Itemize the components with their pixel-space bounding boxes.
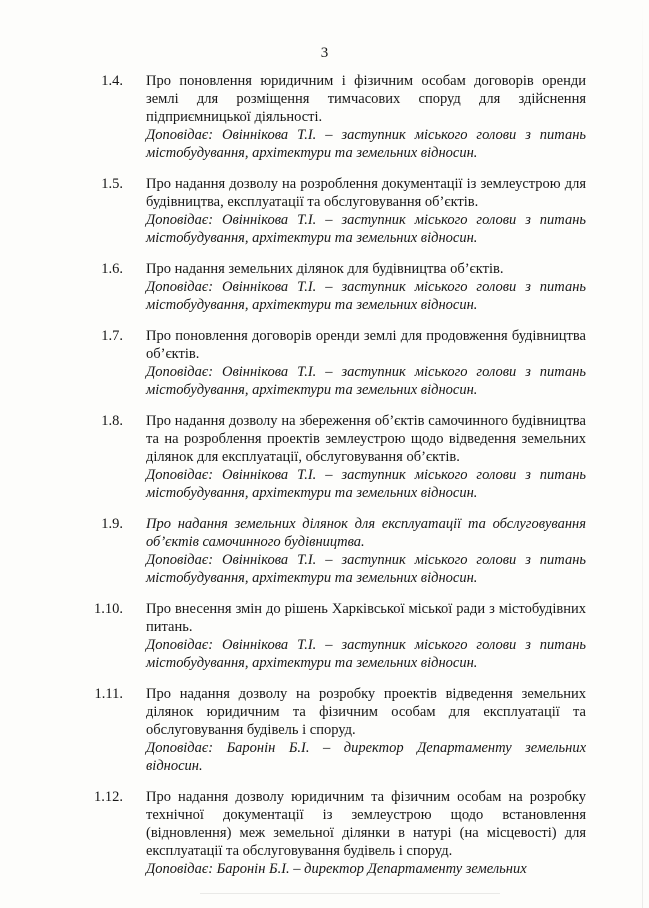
item-title: Про надання дозволу юридичним та фізичним особам на розробку технічної документації із землеустрою щодо встановлення (відновлення) меж земельної ділянки в натурі (на місцевості) для експлуатації та обслуговування будівель і споруд.	[146, 789, 586, 859]
reporter-text: Баронін Б.І. – директор Департаменту земельних відносин.	[146, 740, 587, 774]
item-number: 1.12.	[94, 789, 123, 805]
reporter-text: Овіннікова Т.І. – заступник міського голови з питань містобудування, архітектури та земельних відносин.	[146, 279, 587, 313]
page-number: 3	[320, 45, 329, 61]
item-reporter	[146, 126, 586, 162]
scan-edge-shadow	[642, 0, 643, 908]
scan-bottom-mark	[200, 893, 500, 894]
item-reporter	[146, 860, 586, 878]
item-number: 1.10.	[94, 601, 123, 617]
agenda-item	[0, 412, 586, 502]
item-number: 1.5.	[101, 176, 123, 192]
item-reporter	[146, 363, 586, 399]
item-title: Про надання дозволу на розроблення документації із землеустрою для будівництва, експлуатації та обслуговування об’єктів.	[146, 176, 586, 210]
reporter-text: Овіннікова Т.І. – заступник міського голови з питань містобудування, архітектури та земельних відносин.	[146, 212, 587, 246]
agenda-item	[0, 72, 586, 162]
reporter-text: Овіннікова Т.І. – заступник міського голови з питань містобудування, архітектури та земельних відносин.	[146, 637, 587, 671]
item-reporter	[146, 739, 586, 775]
reporter-label: Доповідає:	[146, 467, 214, 483]
reporter-label: Доповідає:	[146, 127, 214, 143]
item-reporter	[146, 211, 586, 247]
agenda-item	[0, 685, 586, 775]
agenda-item	[0, 600, 586, 672]
item-number: 1.11.	[94, 686, 123, 702]
item-title: Про поновлення юридичним і фізичним особам договорів оренди землі для розміщення тимчасових споруд для здійснення підприємницької діяльності.	[146, 73, 586, 125]
item-title: Про поновлення договорів оренди землі для продовження будівництва об’єктів.	[146, 328, 586, 362]
item-number: 1.4.	[101, 73, 123, 89]
reporter-text: Овіннікова Т.І. – заступник міського голови з питань містобудування, архітектури та земельних відносин.	[146, 364, 587, 398]
item-number: 1.8.	[101, 413, 123, 429]
item-reporter	[146, 551, 586, 587]
agenda-item	[0, 175, 586, 247]
item-reporter	[146, 466, 586, 502]
item-title: Про надання земельних ділянок для експлуатації та обслуговування об’єктів самочинного будівництва.	[146, 516, 586, 550]
reporter-text: Овіннікова Т.І. – заступник міського голови з питань містобудування, архітектури та земельних відносин.	[146, 467, 587, 501]
reporter-label: Доповідає:	[146, 637, 214, 653]
item-number: 1.9.	[101, 516, 123, 532]
item-title: Про надання земельних ділянок для будівництва об’єктів.	[146, 261, 504, 277]
reporter-text: Овіннікова Т.І. – заступник міського голови з питань містобудування, архітектури та земельних відносин.	[146, 552, 587, 586]
reporter-label: Доповідає:	[146, 364, 214, 380]
reporter-label: Доповідає:	[146, 279, 214, 295]
reporter-label: Доповідає:	[146, 552, 214, 568]
item-title: Про надання дозволу на збереження об’єктів самочинного будівництва та на розроблення проектів землеустрою щодо відведення земельних ділянок для експлуатації, обслуговування об’єктів.	[146, 413, 586, 465]
item-reporter	[146, 636, 586, 672]
item-title: Про внесення змін до рішень Харківської міської ради з містобудівних питань.	[146, 601, 586, 635]
agenda-item	[0, 327, 586, 399]
agenda-item	[0, 260, 586, 314]
agenda-list	[0, 72, 649, 891]
reporter-label: Доповідає:	[146, 740, 214, 756]
agenda-item	[0, 515, 586, 587]
reporter-label: Доповідає:	[146, 212, 214, 228]
item-number: 1.6.	[101, 261, 123, 277]
agenda-item	[0, 788, 586, 878]
item-reporter	[146, 278, 586, 314]
item-number: 1.7.	[101, 328, 123, 344]
reporter-text: Баронін Б.І. – директор Департаменту земельних	[216, 861, 527, 877]
item-title: Про надання дозволу на розробку проектів відведення земельних ділянок юридичним та фізичним особам для експлуатації та обслуговування будівель і споруд.	[146, 686, 586, 738]
reporter-label: Доповідає:	[146, 861, 214, 877]
reporter-text: Овіннікова Т.І. – заступник міського голови з питань містобудування, архітектури та земельних відносин.	[146, 127, 587, 161]
